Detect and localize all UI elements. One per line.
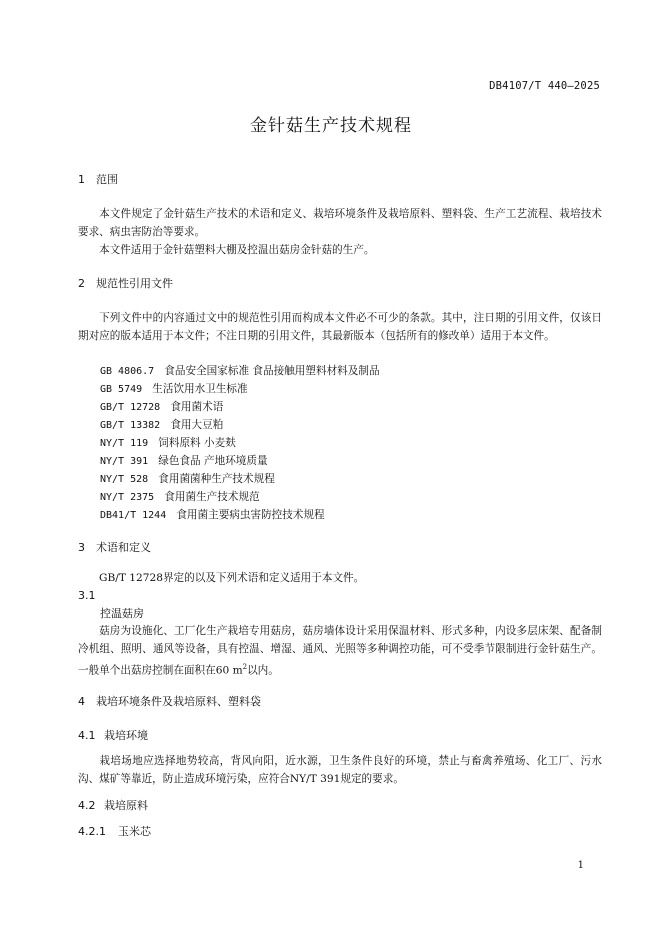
section-3-heading xyxy=(78,539,151,555)
subsection-4-1-paragraph: 栽培场地应选择地势较高，背风向阳，近水源，卫生条件良好的环境，禁止与畜禽养殖场、化工厂、污水沟、煤矿等靠近，防止造成环境污染，应符合NY/T 391规定的要求。 xyxy=(78,755,602,785)
subsection-number: 4.1 xyxy=(78,729,96,742)
term-definition: 菇房为设施化、工厂化生产栽培专用菇房，菇房墙体设计采用保温材料、形式多种，内设多层床架、配备制冷机组、照明、通风等设备，具有控温、增湿、通风、光照等多种调控功能，可不受季节限制进行金针菇生产。一般单个出菇房控制在面积在60 $m^2$以内。 xyxy=(78,625,602,677)
section-1-paragraph-1: 本文件规定了金针菇生产技术的术语和定义、栽培环境条件及栽培原料、塑料袋、生产工艺流程、栽培技术要求、病虫害防治等要求。 xyxy=(78,208,602,238)
page-number: 1 xyxy=(577,860,584,871)
term-number: 3.1 xyxy=(78,589,96,602)
term-title: 控温菇房 xyxy=(100,607,144,620)
subsection-number: 4.2.1 xyxy=(78,825,106,838)
section-4-heading xyxy=(78,693,261,709)
section-1-heading xyxy=(78,171,118,187)
reference-item: NY/T 2375 食用菌生产技术规范 xyxy=(100,491,260,503)
section-title: 规范性引用文件 xyxy=(96,277,173,290)
subsection-title: 玉米芯 xyxy=(118,825,151,838)
section-title: 栽培环境条件及栽培原料、塑料袋 xyxy=(96,695,261,708)
section-title: 术语和定义 xyxy=(96,541,151,554)
document-title: 金针菇生产技术规程 xyxy=(250,116,412,136)
reference-item: GB/T 13382 食用大豆粕 xyxy=(100,419,224,431)
section-number: 4 xyxy=(78,695,85,708)
subsection-title: 栽培原料 xyxy=(104,799,148,812)
section-number: 2 xyxy=(78,277,85,290)
section-number: 3 xyxy=(78,541,85,554)
section-1-paragraph-2: 本文件适用于金针菇塑料大棚及控温出菇房金针菇的生产。 xyxy=(99,244,375,256)
subsection-title: 栽培环境 xyxy=(104,729,148,742)
reference-item: NY/T 119 饲料原料 小麦麸 xyxy=(100,437,236,449)
subsection-4-2-heading xyxy=(78,797,148,813)
reference-item: NY/T 391 绿色食品 产地环境质量 xyxy=(100,455,268,467)
section-title: 范围 xyxy=(96,173,118,186)
reference-item: GB 4806.7 食品安全国家标准 食品接触用塑料材料及制品 xyxy=(100,365,380,377)
reference-item: NY/T 528 食用菌菌种生产技术规程 xyxy=(100,473,275,485)
section-number: 1 xyxy=(78,173,85,186)
reference-item: GB 5749 生活饮用水卫生标准 xyxy=(100,383,248,395)
reference-item: DB41/T 1244 食用菌主要病虫害防控技术规程 xyxy=(100,509,325,521)
subsection-number: 4.2 xyxy=(78,799,96,812)
section-2-paragraph-1: 下列文件中的内容通过文中的规范性引用而构成本文件必不可少的条款。其中，注日期的引用文件，仅该日期对应的版本适用于本文件；不注日期的引用文件，其最新版本（包括所有的修改单）适用于本文件。 xyxy=(78,312,602,342)
document-number: DB4107/T 440—2025 xyxy=(489,80,600,92)
subsection-4-1-heading xyxy=(78,727,148,743)
subsection-4-2-1-heading xyxy=(78,823,151,839)
section-3-paragraph-1: GB/T 12728界定的以及下列术语和定义适用于本文件。 xyxy=(99,572,365,584)
section-2-heading xyxy=(78,275,173,291)
reference-item: GB/T 12728 食用菌术语 xyxy=(100,401,224,413)
